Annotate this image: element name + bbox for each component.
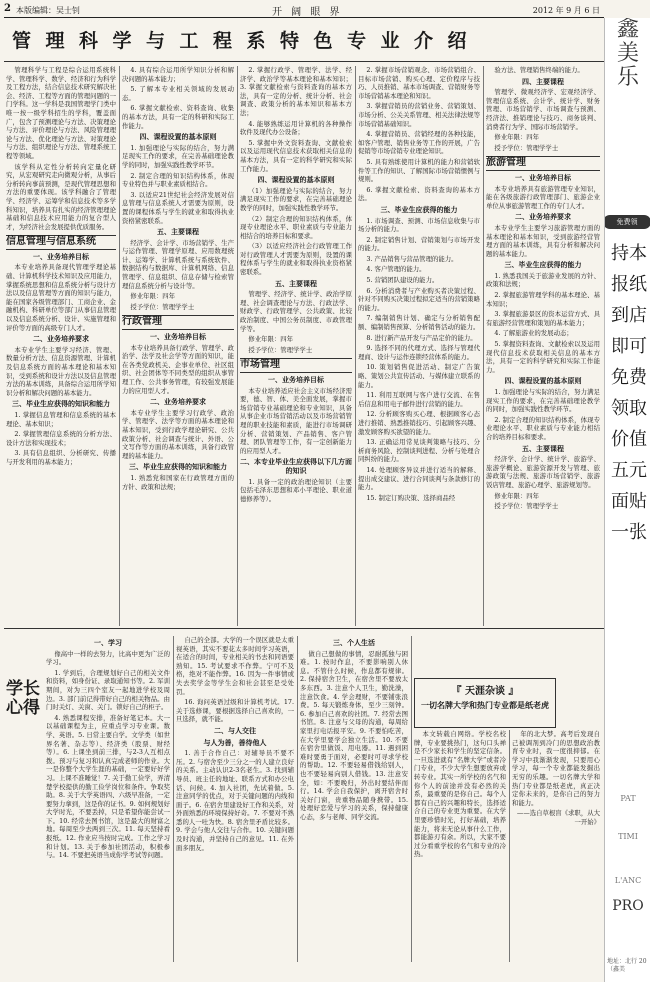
ad-brand-timi: TIMI — [618, 832, 638, 841]
lower-column-1 — [46, 636, 170, 962]
column-divider — [119, 66, 120, 626]
paragraph: 9. 选择不同的代理方式、选择与管理代理商、设计与运作连锁经营体系的能力。 — [358, 344, 480, 361]
paragraph: 2. 掌握管理信息系统的分析方法、设计方法和实现技术； — [6, 430, 116, 447]
column-divider — [509, 730, 510, 962]
tianya-box — [414, 678, 556, 728]
ad-brand-pat: PAT — [620, 794, 636, 803]
paragraph: 自己的全部。大学的一个误区就是太重视英语，其实不要花太多时间学习英语，在适合的时间，专业相关的书去和同语要熟知。15. 考试要求不作弊。宁可不及格，绝对不能作弊。16. 因为一件事情或失去奖学金等学生会和社会甚至是受处罚。 — [176, 636, 294, 696]
section-title: 开 阔 眼 界 — [272, 7, 343, 18]
subheading: 二、业务培养要求 — [150, 397, 206, 407]
paragraph: 1. 掌握信息管理和信息系统的基本理论、基本知识； — [6, 410, 116, 428]
lower-column-5 — [512, 730, 600, 962]
paragraph: 授予学位：管理学学士 — [130, 302, 195, 311]
paragraph: 8. 进行新产品开发与产品定价的能力。 — [366, 333, 477, 342]
vertical-title-xinde: 学长心得 — [6, 679, 40, 718]
paragraph: 本专业学生主要学习旅游管理方面的基本理论和基本知识，受到旅游经营管理方面的基本训练，具有分析和解决问题的基本能力。 — [486, 223, 600, 258]
paragraph: 本专业学生主要学习经济、管理、数量分析方法、信息资源管理、计算机及信息系统方面的基本理论和基本知识，受到系统和设计方法以及信息管理方法的基本训练，具备综合运用所学知识分析和解决问题的基本能力。 — [6, 345, 116, 397]
paragraph: （3）以适应经济社会行政管理工作对行政管理人才需要为原则，设置的课程体系与学生的就业和取得执业资格紧密联系。 — [240, 242, 352, 277]
paragraph: 4. 客户管理的能力。 — [366, 265, 426, 274]
subheading: 三、毕业生应获得的知识和能力 — [129, 462, 227, 472]
paragraph: 16. 询问英语过级和计算机考试。17. 关于选修课，要根据选择自己喜欢的，一旦选择，就不能。 — [176, 698, 294, 724]
ad-address: 地址：北行 20（鑫美 — [607, 958, 647, 973]
paragraph: 验方法、管理销售终端的能力。 — [494, 66, 584, 74]
paragraph: 7. 编制销售计划、确定与分析销售配额、编制销售预算、分析销售活动的能力。 — [358, 314, 480, 332]
paragraph: 5. 营销团队建设的能力。 — [366, 276, 439, 285]
paragraph: 6. 掌握文献检索、资料查询的基本方法。 — [358, 185, 480, 203]
paragraph: 1. 善于合作自己：对辅导员不要不压。2. 与宿舍至少三分之一的人建立良好的关系。主动认识2-3名老生。3. 找到辅导员、班主任的地址、联系方式和办公电话、问候。4. 加入社团，先试着做。5. 注意同学的优点，对于关键问题的内线和面子。6. 在宿舍里建设好工作和关系，对外面熟悉的环境保持好奇。7. 不要对不熟悉的人一吐为快。8. 宿舍里矛盾比较多。9. 学会与他人交往与合作。10. 关键问题及时沟通，并坚持自己的意见。11. 在外面多朋友。 — [176, 749, 294, 852]
box-title: 『 天涯杂谈 』 — [451, 686, 519, 697]
paragraph: 1. 加强理论与实际的结合，努力满足现实工作的要求，在完善基础理论教学的同时，加强实践性教学环节。 — [486, 388, 600, 414]
subheading: 四、课程设置的基本原则 — [139, 132, 217, 142]
subheading: 五、主要课程 — [522, 443, 564, 453]
paragraph: 修业年限：四年 — [248, 335, 294, 344]
subheading: 三、个人生活 — [333, 638, 375, 647]
banner-title: 管理科学与工程系特色专业介绍 — [12, 30, 482, 52]
paragraph: （2）制定合理的知识结构体系，体现专业理论水平、职业素质与专业能力相结合的培养目标和要求。 — [240, 214, 352, 240]
paragraph: （1）加强理论与实际的结合，努力满足现实工作的要求，在完善基础理论教学的同时，加强实践性教学环节。 — [240, 186, 352, 212]
paragraph: 5. 了解本专业相关领域的发展动态。 — [122, 85, 234, 102]
paragraph: 1. 加强理论与实际的结合，努力满足现实工作的要求，在完善基础理论教学的同时，加强实践性教学环节。 — [122, 143, 234, 169]
paragraph: 1. 市场调查、预测、市场信息收集与市场分析的能力。 — [358, 216, 480, 234]
paragraph: 5. 掌握资料查询、文献检索以及运用现代信息技术获取相关信息的基本方法，具有一定的科学研究和实际工作能力。 — [486, 340, 600, 374]
section-divider — [4, 628, 604, 629]
article-column-3 — [240, 66, 352, 626]
paragraph: 修业年限：四年 — [494, 133, 540, 142]
paragraph: 11. 利用互联网与客户进行交流、在售后信息和用电子邮件进行营销的能力。 — [358, 391, 480, 408]
subheading: 一、业务培养目标 — [515, 172, 571, 182]
paragraph: 4. 了解旅游业的发展动态； — [494, 329, 573, 338]
paragraph: 6. 掌握文献检索、资料查询、收集的基本方法，具有一定的科研和实际工作能力。 — [122, 104, 234, 130]
paragraph: 2. 掌握市场营销观念、市场营销组合、目标市场营销、购买心理、定价程序与技巧、人员推销、基本市场调查、营销财务等市场营销基本理论和知识。 — [358, 66, 480, 100]
paragraph: 1. 熟悉党和国家在行政管理方面的方针、政策和法规； — [122, 473, 234, 491]
paragraph: 14. 处理顾客异议并进行适当的解释、提出成交建议、进行合同谈判与条款修订的能力。 — [358, 465, 480, 492]
subheading: 四、主要课程 — [522, 76, 564, 86]
main-banner — [4, 21, 604, 62]
paragraph: 修业年限：四年 — [130, 292, 176, 301]
subheading: 三、毕业生应获得的知识和能力 — [12, 399, 110, 409]
article-column-1 — [6, 66, 116, 626]
paragraph: 授予学位：管理学学士 — [494, 143, 559, 152]
paragraph: 2. 制定合理的知识结构体系，体现专业特色并与职业素质相结合。 — [122, 171, 234, 189]
paragraph: 2. 制定销售计划、营销策划与市场开发的能力。 — [358, 235, 480, 253]
paragraph: 3. 具有信息组织、分析研究、传播与开发利用的基本能力； — [6, 449, 116, 466]
paragraph: 授予学位：管理学学士 — [494, 502, 559, 511]
section-heading-public-admin: 行政管理 — [122, 315, 234, 330]
paragraph: 管理学、经济学、统计学、政治学原理、社会调查理论与方法、行政法学、财政学、行政管理学、公共政策、比较政治制度、中国公务员制度、市政管理学等。 — [240, 290, 352, 333]
paragraph: 6. 分析消费者与产业购买者决策过程、针对不同购买决策过程拟定适当的营销策略的能力。 — [358, 286, 480, 312]
ad-brand-lanc: L'ANC — [614, 876, 642, 885]
ad-brand-pro: PRO — [612, 898, 644, 914]
paragraph: 4. 能够熟练运用计算机的各种操作软件及现代办公设备； — [240, 119, 352, 137]
lower-column-3 — [300, 636, 408, 962]
paragraph: 年的北大梦。高考后发现自己被调剂到冷门的思想政治教育专业时，我一度很抑郁。在学习中我渐渐发现，只要用心学习，每一个专业都能发掘出无穷的乐趣。一切名牌大学和热门专业都是纸老虎，真正决定你未来的，是你自己的努力和能力。 — [512, 730, 600, 807]
lower-column-4 — [414, 730, 506, 962]
paragraph: 做自己想做的事情，忍耐孤独与困难。1. 按时作息，不要影响别人休息。不管什么时候，作息都有规律。2. 保持宿舍卫生，在宿舍里不要放太多东西。3. 注意个人卫生，勤洗澡，注意饮食。4. 学会理财，不要铺张浪费。5. 每天锻炼身体，至少三刻钟。6. 参加自己喜欢的社团。7. 经常去图书馆。8. 注意与父母的沟通，每周给家里打电话报平安。9. 不要怕吃苦，在大学里要学会独立生活。10. 不要在宿舍里做饭、用电器。11. 遇到困难时要勇于面对，必要时可寻求学校的帮助。12. 不要轻易借钱给别人，也不要轻易向别人借钱。13. 注意安全，如：不要晚归，外出时要结伴而行。14. 学会自我保护，离开宿舍时关好门窗，贵重物品随身携带。15. 处理好恋爱与学习的关系，保持健康心态，多与老师、同学交流。 — [300, 649, 408, 821]
paragraph: 2. 制定合理的知识结构体系，体现专业理论水平、职业素质与专业能力相结合的培养目标和要求。 — [486, 415, 600, 441]
column-divider — [297, 636, 298, 962]
paragraph: 本专业培养具备行政学、管理学、政治学、法学及社会学等方面的知识，能在各类党政机关、企事业单位、社区组织、社会团体等不同类型的组织从事管理工作、公共事务管理，有较强发展能力的应用型人才。 — [122, 343, 234, 395]
subheading: 三、毕业生应获得的能力 — [380, 204, 458, 214]
paragraph: 像高中一样的去努力，比高中更为广泛的学习。 — [46, 649, 170, 667]
section-heading-marketing: 市场管理 — [240, 358, 352, 373]
paragraph: 修业年限：四年 — [494, 491, 540, 500]
column-divider — [173, 636, 174, 962]
subheading: 一、业务培养目标 — [268, 375, 324, 384]
paragraph: 10. 策划销售促进活动、制定广告策略、策划公共宣传活动、与媒体建立联系的能力。 — [358, 363, 480, 389]
subheading: 二、业务培养要求 — [515, 212, 571, 222]
paragraph: 该学科从定性分析转向定量化研究，从宏观研究走向微观分析，从事后分析转向事前预测，是现代管理思想和方法的重要体现。该学科融合了管理学、经济学、运筹学和信息技术等多学科知识，培养具有扎实的经济管理理论基础和信息技术应用能力的复合型人才，为经济社会发展提供优质服务。 — [6, 162, 116, 231]
ad-brand-chars: 鑫 美 乐 — [616, 18, 639, 90]
subheading: 五、主要课程 — [157, 227, 199, 237]
paragraph: 1. 具备一定的政治理论知识（主要包括毛泽东思想和邓小平理论、职业道德修养等）。 — [240, 477, 352, 503]
subheading: 二、本专业毕业生应获得以下几方面的知识 — [240, 457, 352, 475]
paragraph: 4. 掌握营销员、营销经理的各种技能，如客户管理、销售业务等工作的开展，广告促销等市场营销专业理论知识。 — [358, 130, 480, 156]
paragraph: 本专业培养适应社会主义市场经济需要，德、智、体、美全面发展，掌握市场营销专业基础理论和专业知识，具备从事企业市场营销活动以及市场营销管理的职业技能和素质，能进行市场调研分析、营销策划、产品销售、客户管理、团队管理等工作，有一定创新能力的应用型人才。 — [240, 386, 352, 455]
issue-date: 2012 年 9 月 6 日 — [532, 6, 600, 15]
page-number: 2 — [4, 3, 11, 14]
subheading: 二、与人交往 — [214, 725, 256, 735]
paragraph: 本专业培养具有旅游管理专业知识，能在各级旅游行政管理部门、旅游企业单位从事旅游管理工作的专门人才。 — [486, 184, 600, 210]
paragraph: 3. 掌握旅游景区的资本运营方式、具有旅游经营管理和策划的基本能力； — [486, 310, 600, 327]
paragraph: 本文转载自网络。学校名校牌，专业要挑热门，这句口头禅是不少家长和学生的坚定信条。一旦选进就有“名牌大学”或者冷门专业，不少大学生想要放弃或转专业。其实一所学校的名气和你个人的前途并没有必然的关系，最重要的是你自己。每个人都有自己的兴趣和特长，选择适合自己的专业更为重要。在大学里要珍惜时光，打好基础，培养能力，将来无论从事什么工作，都能游刃有余。所以，大家不要过分看重学校的名气和专业的冷热。 — [414, 730, 506, 859]
paragraph: 5. 具有熟练使用计算机的能力和营销软件等工作的知识、了解国际市场营销惯例与规则。 — [358, 157, 480, 184]
article-column-2 — [122, 66, 234, 626]
article-column-5 — [486, 66, 600, 626]
paragraph: 4. 具有综合运用所学知识分析和解决问题的基本能力； — [122, 66, 234, 83]
page-header — [4, 3, 604, 18]
subheading: 四、课程设置的基本原则 — [257, 175, 335, 185]
free-badge: 免费领 — [604, 215, 650, 229]
paragraph: 13. 正确运用常见谈判策略与技巧、分析商务风险、控制谈判进程、分析与处理合同纠纷的能力。 — [358, 438, 480, 464]
section-heading-tourism: 旅游管理 — [486, 156, 600, 171]
paragraph: 本专业培养具备现代管理学理论基础、计算机科学技术知识及应用能力，掌握系统思想和信息系统分析与设计方法以及信息管理等方面的知识与能力，能在国家各级管理部门、工商企业、金融机构、科研单位等部门从事信息管理以及信息系统分析、设计、实施管理和评价等方面的高级专门人才。 — [6, 263, 116, 332]
side-advertisement — [604, 18, 650, 982]
subheading: 一、业务培养目标 — [150, 332, 206, 342]
paragraph: 12. 分析顾客购买心理、根据顾客心态进行推销、熟悉推销技巧、引起顾客兴趣、激发顾客购买欲望的能力。 — [358, 410, 480, 436]
paragraph: 经济学、会计学、市场营销学、生产与运作管理、管理学原理、应用数理统计、运筹学、计算机系统与系统软件、数据结构与数据库、计算机网络、信息管理学、信息组织、信息存储与检索管理信息系统分析与设计等。 — [122, 238, 234, 290]
paragraph: 经济学、会计学、统计学、旅游学、旅游学概论、旅游资源开发与管理、旅游政策与法规、旅游市场营销学、旅游饭店管理、旅游心理学、旅游规划等。 — [486, 455, 600, 489]
subheading: 与人为善，善待他人 — [203, 737, 267, 747]
section-heading-info-management: 信息管理与信息系统 — [6, 235, 116, 250]
paragraph: 3. 产品销售与营品管理的能力。 — [366, 254, 458, 263]
paragraph: 1. 熟悉我国关于旅游业发展的方针、政策和法规； — [486, 271, 600, 289]
paragraph: 本专业学生主要学习行政学、政治学、管理学、法学等方面的基本理论和基本知识，受到行政学理论研究、公共政策分析、社会调查与统计、外语、公文写作等方面的基本训练，具备行政管理的基本能力。 — [122, 408, 234, 460]
paragraph: 2. 掌握行政学、管理学、法学、经济学、政治学等基本理论和基本知识；3. 掌握文献检索与资料查询的基本方法，具有一定的分析、统计分析、社会调查、政策分析的基本知识和基本方法； — [240, 66, 352, 117]
paragraph: 3. 掌握营销员的营销业务、营销策划、市场分析、公关关系管理、相关法律法规等市场营销基础知识。 — [358, 102, 480, 128]
paragraph: 3. 以适应21世纪社会经济发展对信息管理与信息系统人才需要为原则，设置的课程体系与学生的就业和取得执业资格紧密联系。 — [122, 190, 234, 225]
subheading: 一、学习 — [94, 638, 122, 647]
subheading: 一、业务培养目标 — [33, 251, 89, 261]
subheading: 五、主要课程 — [275, 278, 317, 288]
paragraph: 管理科学与工程是综合运用系统科学、管理科学、数学、经济和行为科学及工程方法，结合信息技术研究解决社会、经济、工程等方面的管理问题的一门学科。这一学科是我国管理学门类中唯一按一级学科招生的学科，覆盖面广，包含了预测理论与方法、决策理论与方法、评价理论与方法、风险管理理论与方法、优化理论与方法、对策理论与方法、组织理论与方法、管理系统工程等领域。 — [6, 66, 116, 160]
lower-column-2 — [176, 636, 294, 962]
subheading: 三、毕业生应获得的能力 — [504, 260, 582, 270]
ad-vertical-text: 持本报纸到店即可免费领取价值五元面贴一张 — [611, 243, 647, 543]
subheading: 二、业务培养要求 — [33, 334, 89, 344]
paragraph: 4. 熟悉课程安排，准备好笔记本。大一以基础课程为主，应重点学习专业课。数学、英语。5. 日常主要自学。文学类（如世界名著、杂志等）、经济类（股票、财经等）。6. 上课坐到前三排，与2-3人互相点拨。预习与复习和认真完成老师的作业。大一是你整个大学生涯的基础，一定要好好学习。上课不准睡觉！7. 关于勤工俭学，弄清楚学校提供的勤工俭学岗位和条件。争取奖助。8. 关于大学英语四、六级早准备，一定要努力拿到，这是你的证书。9. 如何规划好大学时光，不要丢掉，只是希望你能尝试一下。10. 经常去图书馆，这是最大的财富之地。每周至少去两到三次。11. 每天坚持看报纸。12. 作业应当按时完成。工作之学习和计划。13. 关于参加社团活动，积极参与。14. 不要把英语当成你学考试等问题。 — [46, 713, 170, 860]
paragraph: 5. 掌握中外文资料查询、文献检索以及运用现代信息技术获取相关信息的基本方法，具有一定的科学研究和实际工作能力。 — [240, 138, 352, 173]
box-subtitle: 一切名牌大学和热门专业都是纸老虎 — [421, 700, 549, 710]
column-divider — [237, 66, 238, 626]
column-divider — [483, 66, 484, 626]
paragraph: 15. 制定订购决策、选择商品经 — [366, 493, 456, 502]
paragraph: 2. 掌握旅游管理学科的基本理论、基本知识； — [486, 291, 600, 308]
column-divider — [411, 636, 412, 962]
source-credit: ——选自草根盲《求职，从大一开始》 — [516, 809, 600, 826]
subheading: 四、课程设置的基本原则 — [504, 376, 582, 386]
article-column-4 — [358, 66, 480, 626]
paragraph: 管理学、微观经济学、宏观经济学、管理信息系统、会计学、统计学、财务管理、市场营销学、市场调查与预测、经济法、推销理论与技巧、商务谈判、消费者行为学、国际市场营销学。 — [486, 88, 600, 131]
editor-credit: 本版编辑：吴士钊 — [16, 6, 80, 15]
paragraph: 1. 学到后，合理规划好自己的相关文件和资料，如身份证、录取通知书等。2. 军训期间，对为三四个室友一起地进学校及周边。3. 部门前记得带好自己的相关物品。由门时关灯、关窗、关门。锁好自己的柜子。 — [46, 668, 170, 712]
paragraph: 授予学位：管理学学士 — [248, 345, 313, 354]
column-divider — [355, 66, 356, 626]
